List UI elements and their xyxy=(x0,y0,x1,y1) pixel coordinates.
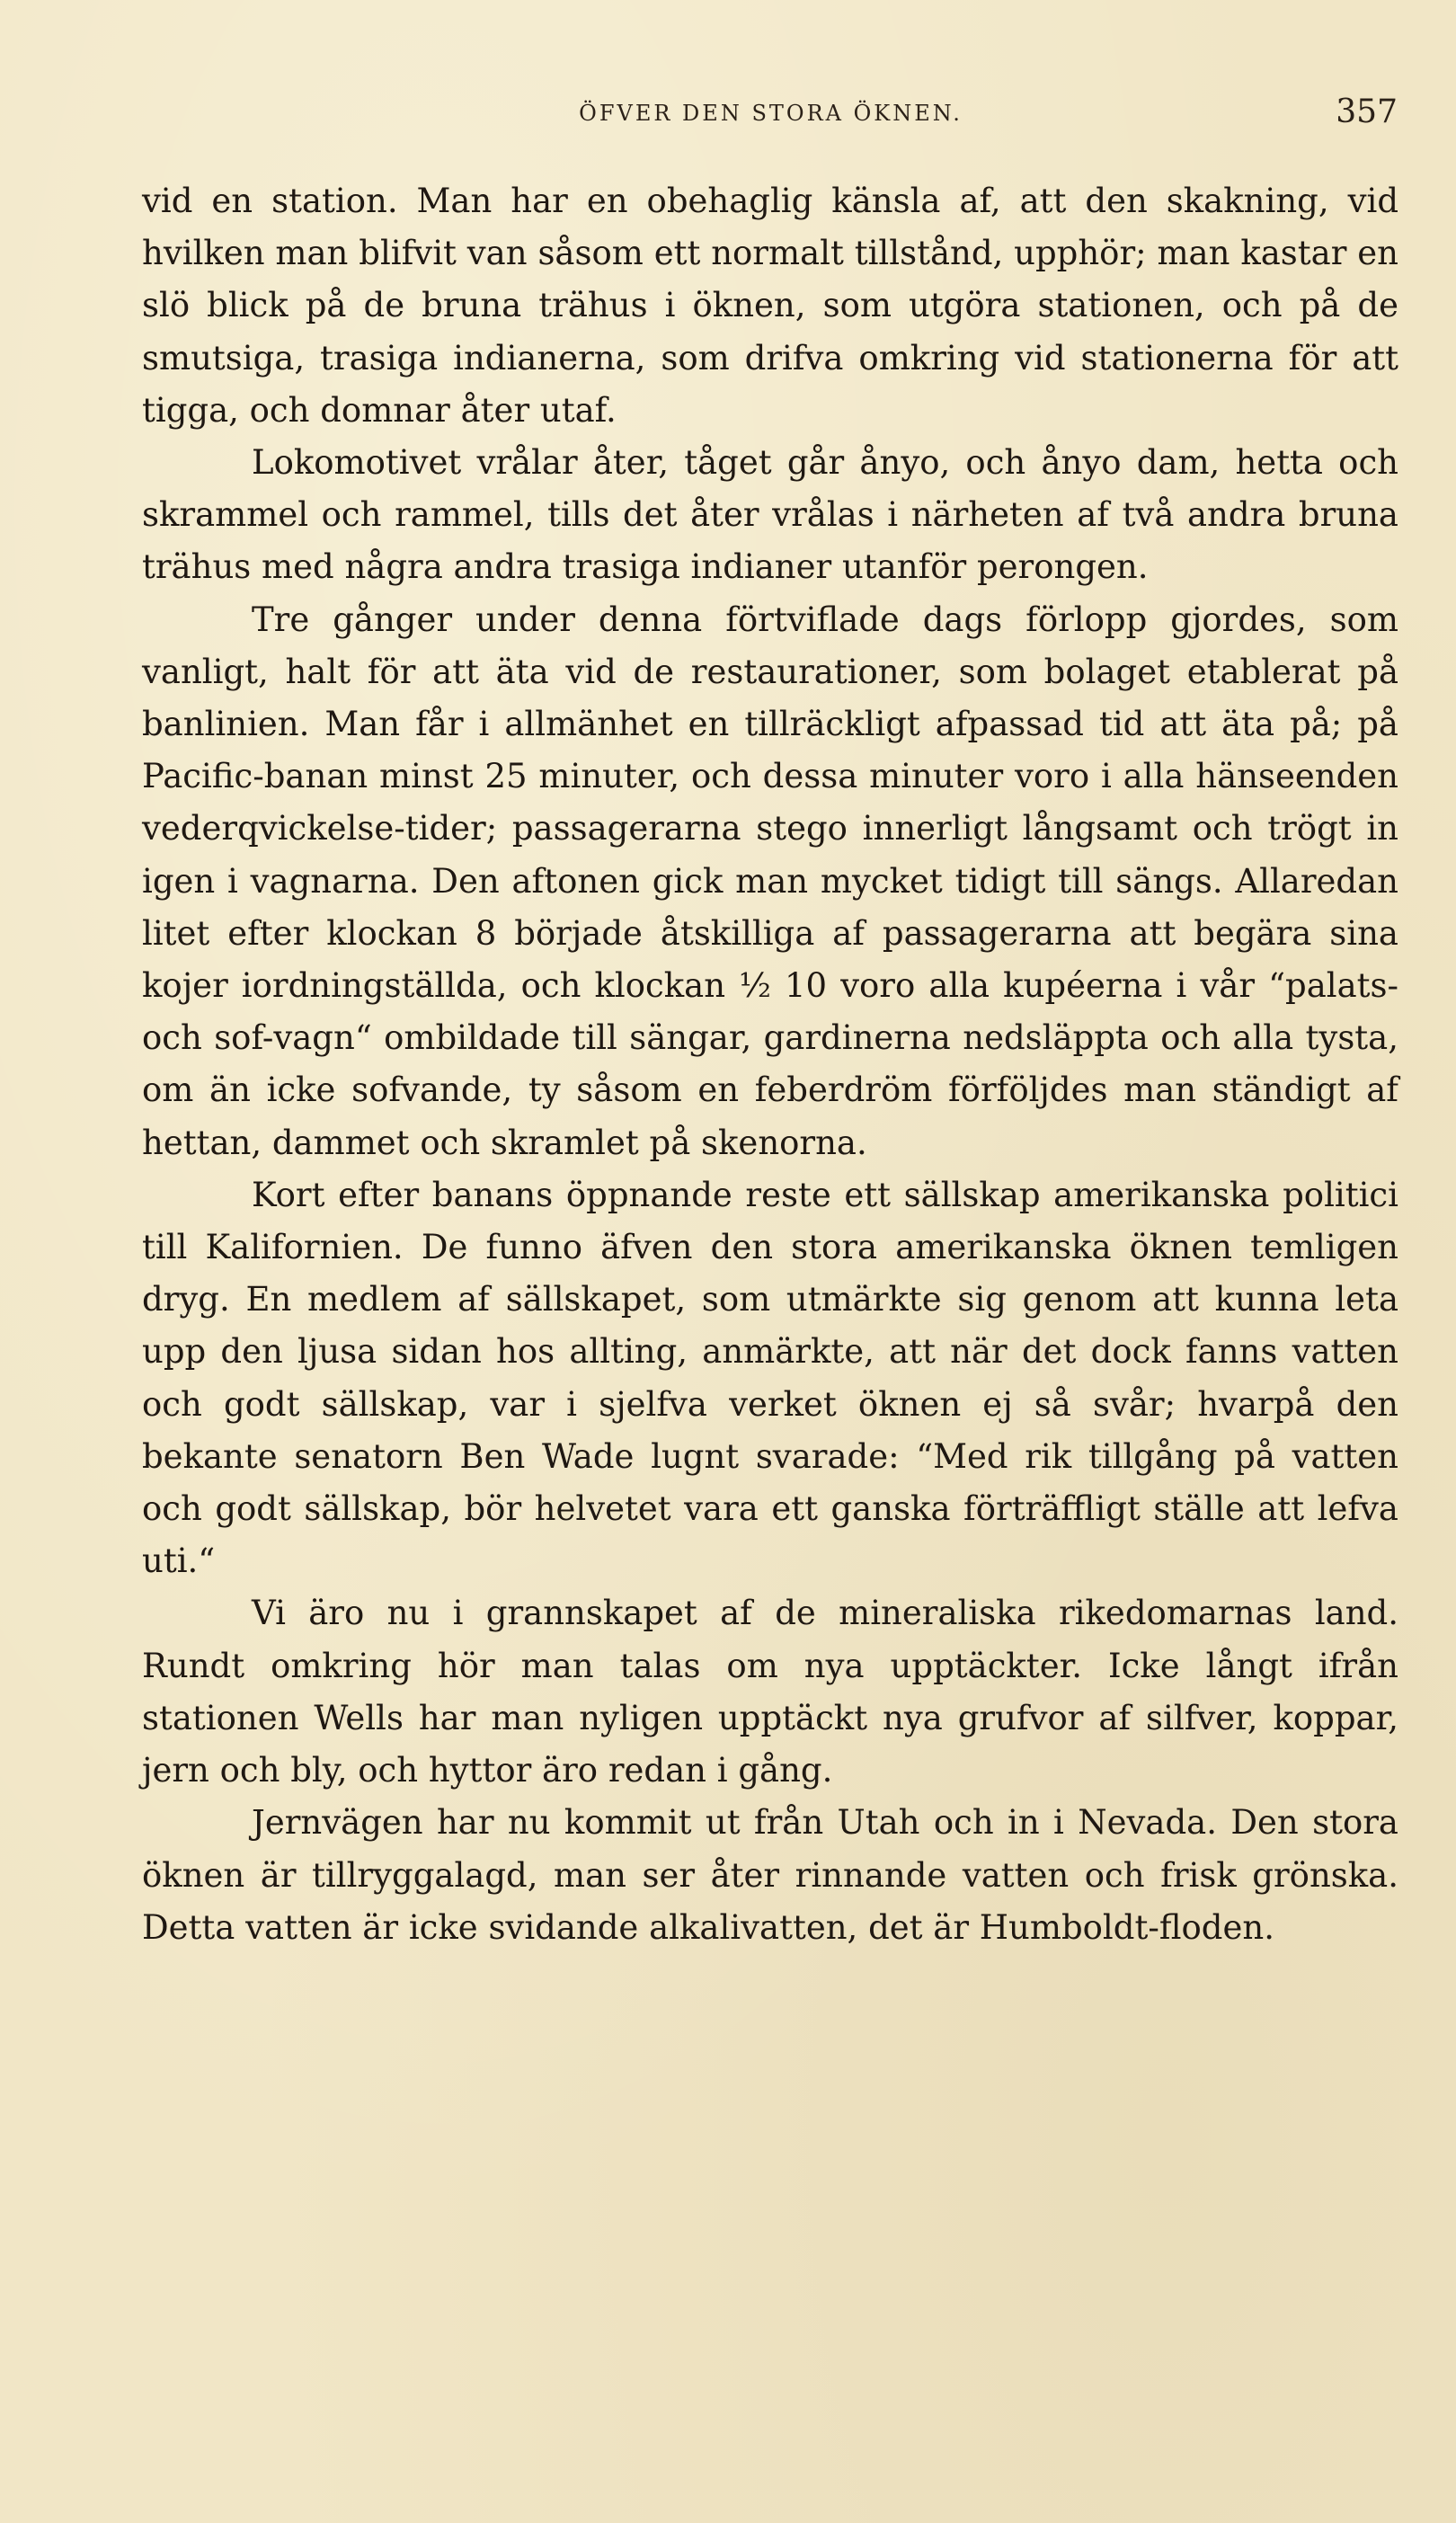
paragraph-2: Lokomotivet vrålar åter, tåget går ånyo, och ånyo dam, hetta och skrammel och rammel, tills det åter vrålas i närheten af två andra bruna trähus med några andra trasiga indianer utanför perongen. xyxy=(142,443,1398,587)
running-head: ÖFVER DEN STORA ÖKNEN. xyxy=(579,101,963,126)
paragraph-6: Jernvägen har nu kommit ut från Utah och in i Nevada. Den stora öknen är tillryggalagd, man ser åter rinnande vatten och frisk grönska. Detta vatten är icke svidande alkalivatten, det är Humboldt-floden. xyxy=(142,1803,1398,1947)
page-header xyxy=(144,93,1398,146)
paragraph-3: Tre gånger under denna förtviflade dags förlopp gjordes, som vanligt, halt för att äta vid de restaurationer, som bolaget etablerat på banlinien. Man får i allmänhet en tillräckligt afpassad tid att äta på; på Pacific-banan minst 25 minuter, och dessa minuter voro i alla hänseenden vederqvickelse-tider; passagerarna stego innerligt långsamt och trögt in igen i vagnarna. Den aftonen gick man mycket tidigt till sängs. Allaredan litet efter klockan 8 började åtskilliga af passagerarna att begära sina kojer iordningställda, och klockan ½ 10 voro alla kupéerna i vår “palats- och sof-vagn“ ombildade till sängar, gardinerna nedsläppta och alla tysta, om än icke sofvande, ty såsom en feberdröm förföljdes man ständigt af hettan, dammet och skramlet på skenorna. xyxy=(142,600,1398,1162)
paragraph-4: Kort efter banans öppnande reste ett sällskap amerikanska politici till Kalifornien. De funno äfven den stora amerikanska öknen temligen dryg. En medlem af sällskapet, som utmärkte sig genom att kunna leta upp den ljusa sidan hos allting, anmärkte, att när det dock fanns vatten och godt sällskap, var i sjelfva verket öknen ej så svår; hvarpå den bekante senatorn Ben Wade lugnt svarade: “Med rik tillgång på vatten och godt sällskap, bör helvetet vara ett ganska förträffligt ställe att lefva uti.“ xyxy=(142,1175,1398,1581)
paragraph-1: vid en station. Man har en obehaglig känsla af, att den skakning, vid hvilken man blifvit van såsom ett normalt tillstånd, upphör; man kastar en slö blick på de bruna trähus i öknen, som utgöra stationen, och på de smutsiga, trasiga indianerna, som drifva omkring vid stationerna för att tigga, och domnar åter utaf. xyxy=(142,182,1398,430)
body-text xyxy=(142,175,1398,1954)
page-number: 357 xyxy=(1336,93,1398,130)
paragraph-5: Vi äro nu i grannskapet af de mineraliska rikedomarnas land. Rundt omkring hör man talas om nya upptäckter. Icke långt ifrån stationen Wells har man nyligen upptäckt nya grufvor af silfver, koppar, jern och bly, och hyttor äro redan i gång. xyxy=(142,1594,1398,1790)
